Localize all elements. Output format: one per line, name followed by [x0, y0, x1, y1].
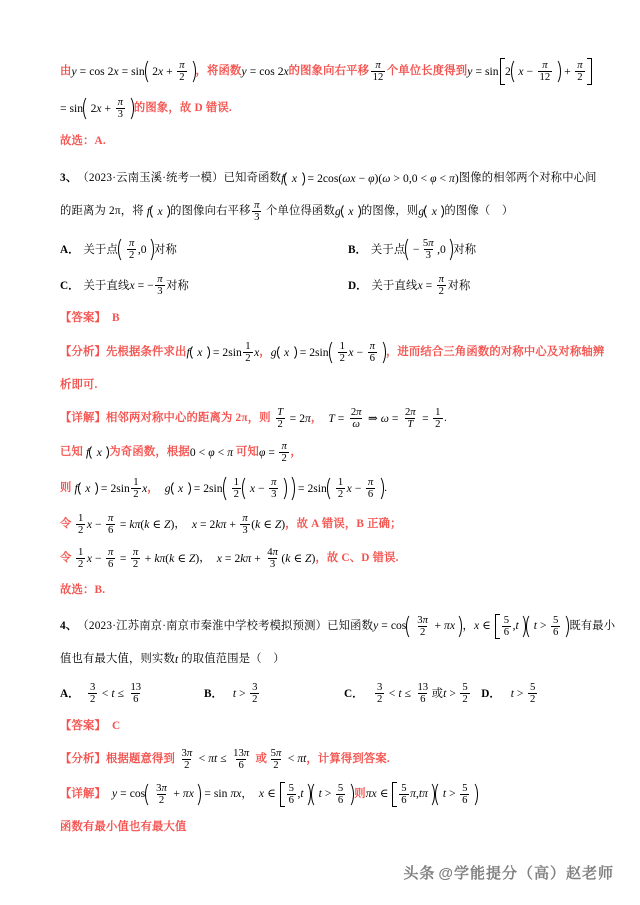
q4-analysis-range-1: $\frac{3\pi}{2}$ < πt ≤ $\frac{13\pi}{6}$	[181, 746, 250, 771]
q4-option-d-label: D．	[481, 688, 501, 701]
q3-detail-part10: .	[384, 481, 388, 494]
q3-detail-part4: 已知	[60, 445, 83, 458]
q3-answer-tag: 【答案】	[60, 312, 106, 325]
q4-option-b-range: t > $\frac{3}{2}$	[232, 680, 258, 705]
q4-stem-part1: 已知函数	[327, 619, 374, 632]
q3-option-b[interactable]	[348, 237, 476, 262]
q4-analysis-line	[60, 748, 582, 771]
q4-detail-part2: 则	[354, 787, 366, 800]
q3-analysis-part4: 析即可.	[60, 379, 98, 392]
q4-analysis-part1: 根据题意得到	[106, 752, 175, 765]
q4-detail-part1: ，	[241, 787, 253, 800]
q2-line1-part4: 的图象向右平移	[288, 64, 370, 77]
q2-conclusion	[60, 132, 582, 152]
q3-option-c-line: x = − $\frac{\pi}{3}$	[129, 272, 163, 297]
q4-source: （2023·江苏南京·南京市秦淮中学校考模拟预测）	[77, 619, 328, 632]
q4-analysis-tag: 【分析】	[60, 752, 106, 765]
q3-formula-fx: f x = 2 cos ( ωx − φ )( ω > 0,0 < φ < π )	[281, 172, 459, 186]
q3-detail-line-4	[60, 513, 582, 536]
q4-stem-line-2	[60, 650, 582, 670]
q3-detail-part13: ，	[285, 517, 297, 530]
q3-detail-x-axis: x = 2 kπ + $\frac{4\pi}{3}$ ( k ∈ Z )	[216, 545, 316, 570]
watermark-handle: @学能提分（高）赵老师	[438, 865, 614, 882]
q3-detail-part11: 令	[60, 517, 72, 530]
q4-detail-tag: 【详解】	[60, 787, 106, 800]
q3-stem-part4: 的图像向右平移	[170, 204, 251, 217]
q3-option-a-point: $\frac{\pi}{2}$ ,0	[118, 237, 154, 262]
q4-options-row	[60, 682, 582, 705]
q2-solution-line-2	[60, 96, 582, 121]
q4-option-c-label: C．	[344, 688, 364, 701]
q3-answer-value: B	[112, 312, 120, 325]
q3-detail-fx-ref: f x	[86, 445, 109, 460]
q4-last-line-text: 函数有最小值也有最大值	[60, 821, 187, 834]
q2-line1-part2: ，	[195, 64, 208, 77]
q2-line1-part3: 将函数	[207, 64, 242, 77]
q3-analysis-part1: 先根据条件求出	[106, 345, 187, 358]
q4-analysis-part3: ，计算得到答案.	[306, 752, 390, 765]
q4-detail-line	[60, 782, 582, 807]
q3-gx-ref-1: g x	[335, 204, 361, 219]
q4-formula-domain: x ∈ $\frac{5}{6}$ , t t > $\frac{5}{6}$	[474, 614, 569, 639]
q4-answer-tag: 【答案】	[60, 720, 106, 733]
q4-answer-value: C	[112, 720, 121, 733]
q3-number: 3、	[60, 172, 78, 185]
q4-option-b-label: B．	[204, 688, 223, 701]
q3-stem-line-2	[60, 200, 582, 223]
q3-stem-part7: 的图像（ ）	[444, 204, 514, 217]
q3-detail-line-5	[60, 547, 582, 570]
q3-detail-phi-range: 0 < φ < π	[189, 445, 233, 459]
q3-detail-part17: ，	[315, 551, 327, 564]
q3-detail-gx-expr: g x = 2 sin $\frac{1}{2}$ x − $\frac{\pi}{3}$ = 2 sin $\frac{1}{2}$ x − $\frac{\pi}{6}$	[165, 475, 384, 502]
q3-detail-eq-center: $\frac{1}{2}$ x − $\frac{\pi}{6}$ = kπ ( k ∈ Z )	[78, 511, 175, 536]
q4-analysis-part2: 或	[255, 752, 268, 765]
q4-option-d[interactable]	[481, 682, 539, 705]
q3-stem-part2: 图像的相邻两个对称中心间	[458, 172, 597, 185]
q3-stem-part3: 的距离为 2π，将	[60, 204, 144, 217]
q3-detail-part2: ，	[310, 411, 323, 424]
q4-detail-pix-range: πx ∈ $\frac{5}{6}$ π , tπ t > $\frac{5}{6}$	[366, 782, 479, 807]
q3-detail-part3: .	[444, 411, 448, 424]
q4-option-c-join: 或	[431, 688, 444, 701]
q2-shift-amount: $\frac{\pi}{12}$	[372, 59, 384, 83]
q2-solution-line-1	[60, 58, 582, 85]
q3-detail-line-2	[60, 441, 582, 464]
q4-option-a-label: A．	[60, 688, 80, 701]
q4-stem-part4: 值也有最大值，则实数	[60, 653, 175, 666]
q2-conclusion-text: 故选：A.	[60, 135, 106, 148]
q3-option-b-point: − $\frac{5\pi}{3}$ ,0	[405, 237, 453, 262]
q4-option-c[interactable]	[344, 682, 471, 705]
q3-source: （2023·云南玉溪·统考一模）	[77, 172, 224, 185]
q4-stem-part3: 既有最小	[569, 619, 616, 632]
q3-option-b-text1: 关于点	[370, 244, 406, 257]
q3-detail-part15: 令	[60, 551, 72, 564]
q3-detail-eq-axis: $\frac{1}{2}$ x − $\frac{\pi}{6}$ = $\frac{\pi}{2}$ + kπ ( k ∈ Z )	[78, 545, 200, 570]
q3-detail-part9: ，	[147, 481, 159, 494]
q3-detail-part12: ，	[174, 517, 186, 530]
q4-formula-y: y = cos $\frac{3\pi}{2}$ + πx	[373, 614, 462, 639]
q4-variable-t: t	[174, 652, 179, 666]
watermark-logo: 头条	[403, 865, 436, 882]
q2-line2-part1: 的图象，	[133, 101, 180, 114]
q3-answer-line	[60, 309, 582, 329]
q3-option-d-text1: 关于直线	[371, 280, 418, 293]
q3-detail-part16: ，	[199, 551, 211, 564]
q3-analysis-tag: 【分析】	[60, 345, 106, 358]
q4-detail-formula-y: y = cos $\frac{3\pi}{2}$ + πx = sin πx	[112, 781, 242, 806]
q3-stem-part1: 已知奇函数	[223, 172, 282, 185]
q3-detail-part5: 为奇函数，根据	[109, 445, 190, 458]
q2-formula-final: = sin 2 x + $\frac{\pi}{3}$	[60, 96, 134, 121]
q4-option-c-range: $\frac{3}{2}$ < t ≤ $\frac{13}{6}$	[376, 680, 429, 705]
q2-formula-cos2x-sin: y = cos 2 x = sin 2 x + $\frac{\pi}{2}$	[72, 59, 196, 84]
q3-stem-part5: 个单位得函数	[265, 204, 335, 217]
q3-option-b-text2: 对称	[453, 244, 477, 257]
q3-options-row-2	[60, 274, 582, 297]
q4-last-line	[60, 818, 582, 838]
q4-option-a[interactable]	[60, 682, 204, 705]
q4-detail-domain: x ∈ $\frac{5}{6}$ , t t > $\frac{5}{6}$	[259, 782, 354, 807]
q4-option-b[interactable]	[204, 682, 344, 705]
q3-option-d-label: D．	[348, 280, 368, 293]
q3-option-d-text2: 对称	[447, 280, 471, 293]
q3-option-b-label: B．	[348, 244, 367, 257]
q3-detail-line-1	[60, 407, 582, 430]
q3-stem-line-1	[60, 169, 597, 189]
q3-option-a-text1: 关于点	[83, 244, 118, 257]
q3-detail-fx-expr: f x = 2 sin $\frac{1}{2}$ x	[74, 475, 148, 500]
q3-fx-ref-1: f x	[147, 204, 170, 219]
q3-shift-amount: $\frac{\pi}{3}$	[254, 198, 260, 223]
q2-formula-shifted: y = sin 2 x − $\frac{\pi}{12}$ + $\frac{\pi}{2}$	[467, 58, 592, 85]
q4-stem-part5: 的取值范围是（ ）	[181, 653, 285, 666]
q3-option-d-line: x = $\frac{\pi}{2}$	[417, 272, 445, 297]
q3-conclusion	[60, 581, 582, 601]
q3-option-a-label: A．	[60, 244, 80, 257]
q3-option-c[interactable]	[60, 274, 348, 297]
q3-detail-part1: 相邻两对称中心的距离为 2π，则	[106, 411, 271, 424]
q3-option-a-text2: 对称	[154, 244, 178, 257]
q4-stem-part2: ，	[462, 619, 474, 632]
q3-detail-part6: 可知	[236, 445, 259, 458]
q3-detail-formula-omega: T = $\frac{2\pi}{\omega}$ ⇒ ω = $\frac{2\pi}{T}$ = $\frac{1}{2}$	[328, 405, 441, 430]
q3-detail-part14: 故 A 错误，B 正确；	[296, 517, 402, 530]
q3-gx-ref-2: g x	[418, 204, 444, 219]
q3-analysis-formula-gx: g x = 2 sin $\frac{1}{2}$ x − $\frac{\pi}{6}$	[271, 340, 386, 365]
q3-option-c-text1: 关于直线	[83, 280, 130, 293]
q3-option-c-text2: 对称	[166, 280, 190, 293]
q3-detail-part18: 故 C、D 错误.	[326, 551, 399, 564]
q3-detail-x-center: x = 2 kπ + $\frac{\pi}{3}$ ( k ∈ Z )	[191, 511, 286, 536]
q3-analysis-line-2	[60, 376, 582, 396]
q3-analysis-line-1	[60, 339, 605, 365]
q2-line1-part1: 由	[60, 64, 72, 77]
q3-option-c-label: C．	[60, 280, 80, 293]
q4-option-a-range: $\frac{3}{2}$ < t ≤ $\frac{13}{6}$	[89, 680, 142, 705]
q2-line2-verdict: 故 D 错误.	[179, 101, 232, 114]
q3-detail-phi-value: φ = $\frac{\pi}{2}$	[259, 439, 287, 464]
q3-analysis-part2: ，	[259, 345, 271, 358]
q3-conclusion-text: 故选：B.	[60, 584, 106, 597]
q4-number: 4、	[60, 619, 78, 632]
q3-analysis-part3: ，进而结合三角函数的对称中心及对称轴辨	[385, 345, 605, 358]
q3-option-a[interactable]	[60, 237, 348, 262]
q3-detail-line-3	[60, 475, 582, 502]
q3-detail-part7: ，	[290, 445, 302, 458]
q2-line1-part5: 个单位长度得到	[386, 64, 468, 77]
q3-analysis-formula-fx: f x = 2 sin $\frac{1}{2}$ x	[186, 339, 260, 364]
q3-detail-formula-period: $\frac{T}{2}$ = 2 π	[277, 405, 311, 430]
q2-formula-ycos2x: y = cos 2 x	[241, 64, 289, 78]
q3-detail-tag: 【详解】	[60, 411, 106, 424]
q3-stem-part6: 的图像，则	[360, 204, 419, 217]
q4-stem-line-1	[60, 613, 616, 639]
q4-analysis-range-2: $\frac{5\pi}{2}$ < πt	[270, 746, 307, 771]
watermark	[403, 862, 614, 883]
q3-options-row-1	[60, 237, 582, 262]
q3-detail-part8: 则	[60, 481, 72, 494]
q4-option-d-range: t > $\frac{5}{2}$	[510, 680, 536, 705]
q3-option-d[interactable]	[348, 274, 471, 297]
q4-answer-line	[60, 717, 582, 737]
q4-option-c-range2: t > $\frac{5}{2}$	[443, 680, 468, 705]
